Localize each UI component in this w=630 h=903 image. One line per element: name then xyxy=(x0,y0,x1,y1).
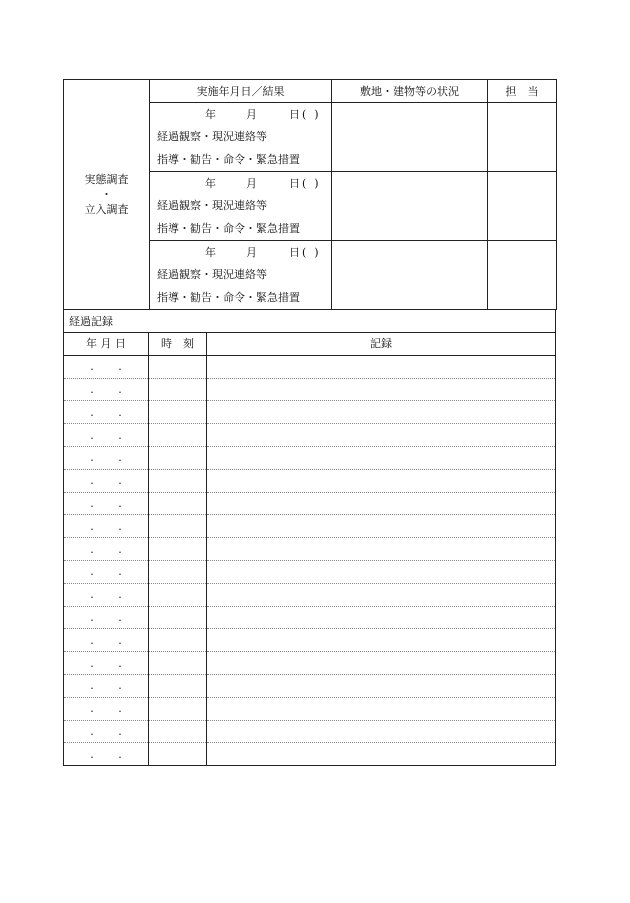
log-row xyxy=(64,606,556,629)
log-date-separator: . xyxy=(118,610,122,624)
log-date-separator: . xyxy=(90,496,94,510)
day-label: 日 xyxy=(289,107,300,121)
log-date-separator: . xyxy=(118,519,122,533)
log-date-separator: . xyxy=(90,451,94,465)
log-record-cell[interactable] xyxy=(207,629,556,652)
log-date-cell[interactable] xyxy=(64,378,149,401)
log-time-cell[interactable] xyxy=(149,720,207,743)
log-time-cell[interactable] xyxy=(149,401,207,424)
header-date-result: 実施年月日／結果 xyxy=(150,80,332,103)
log-time-cell[interactable] xyxy=(149,355,207,378)
entry-guidance-line: 指導・勧告・命令・緊急措置 xyxy=(157,152,300,166)
weekday-paren-open: ( xyxy=(302,107,307,121)
log-date-cell[interactable] xyxy=(64,606,149,629)
log-time-cell[interactable] xyxy=(149,629,207,652)
log-time-cell[interactable] xyxy=(149,492,207,515)
year-label: 年 xyxy=(205,245,216,259)
log-date-cell[interactable] xyxy=(64,674,149,697)
log-date-separator: . xyxy=(118,679,122,693)
log-date-separator: . xyxy=(118,656,122,670)
log-date-cell[interactable] xyxy=(64,492,149,515)
entry-guidance-line: 指導・勧告・命令・緊急措置 xyxy=(157,221,300,235)
month-label: 月 xyxy=(246,176,257,190)
entry-date-result-cell[interactable] xyxy=(150,241,332,310)
log-record-cell[interactable] xyxy=(207,492,556,515)
log-date-separator: . xyxy=(118,405,122,419)
entry-person-cell[interactable] xyxy=(488,103,557,172)
weekday-paren-open: ( xyxy=(302,176,307,190)
log-date-cell[interactable] xyxy=(64,560,149,583)
log-record-cell[interactable] xyxy=(207,355,556,378)
side-label-line3: 立入調査 xyxy=(84,203,129,216)
log-date-cell[interactable] xyxy=(64,538,149,561)
log-date-cell[interactable] xyxy=(64,401,149,424)
log-record-cell[interactable] xyxy=(207,743,556,766)
progress-log-title: 経過記録 xyxy=(64,310,556,333)
entry-observation-line: 経過観察・現況連絡等 xyxy=(157,130,267,144)
log-row xyxy=(64,697,556,720)
log-date-separator: . xyxy=(90,382,94,396)
log-date-separator: . xyxy=(90,747,94,761)
log-time-cell[interactable] xyxy=(149,538,207,561)
log-date-separator: . xyxy=(90,405,94,419)
log-date-separator: . xyxy=(118,702,122,716)
entry-date-result-cell[interactable] xyxy=(150,172,332,241)
log-time-cell[interactable] xyxy=(149,469,207,492)
log-date-separator: . xyxy=(90,633,94,647)
log-date-separator: . xyxy=(118,633,122,647)
log-date-cell[interactable] xyxy=(64,424,149,447)
log-row xyxy=(64,378,556,401)
log-row xyxy=(64,355,556,378)
entry-site-status-cell[interactable] xyxy=(332,103,488,172)
log-date-separator: . xyxy=(90,656,94,670)
log-record-cell[interactable] xyxy=(207,674,556,697)
log-row xyxy=(64,743,556,766)
log-record-cell[interactable] xyxy=(207,583,556,606)
log-row xyxy=(64,629,556,652)
weekday-paren-open: ( xyxy=(302,245,307,259)
log-date-cell[interactable] xyxy=(64,743,149,766)
log-row xyxy=(64,469,556,492)
log-time-cell[interactable] xyxy=(149,560,207,583)
log-date-separator: . xyxy=(118,474,122,488)
log-row xyxy=(64,538,556,561)
log-record-cell[interactable] xyxy=(207,378,556,401)
log-date-cell[interactable] xyxy=(64,720,149,743)
progress-log-title-table xyxy=(63,310,556,333)
log-date-separator: . xyxy=(90,724,94,738)
log-row xyxy=(64,515,556,538)
log-record-cell[interactable] xyxy=(207,424,556,447)
log-date-cell[interactable] xyxy=(64,583,149,606)
entry-date-result-cell[interactable] xyxy=(150,103,332,172)
log-row xyxy=(64,720,556,743)
month-label: 月 xyxy=(246,245,257,259)
log-date-separator: . xyxy=(90,565,94,579)
year-label: 年 xyxy=(205,107,216,121)
log-row xyxy=(64,583,556,606)
log-row xyxy=(64,492,556,515)
log-date-separator: . xyxy=(90,610,94,624)
entry-observation-line: 経過観察・現況連絡等 xyxy=(157,199,267,213)
weekday-paren-close: ) xyxy=(314,176,319,190)
log-header-date: 年 月 日 xyxy=(64,333,149,355)
entry-guidance-line: 指導・勧告・命令・緊急措置 xyxy=(157,290,300,304)
entry-date-line xyxy=(150,241,331,264)
log-row xyxy=(64,560,556,583)
progress-log-body xyxy=(64,355,556,765)
log-date-cell[interactable] xyxy=(64,697,149,720)
day-label: 日 xyxy=(289,176,300,190)
log-record-cell[interactable] xyxy=(207,538,556,561)
log-date-separator: . xyxy=(90,474,94,488)
log-header-time: 時 刻 xyxy=(149,333,207,355)
log-record-cell[interactable] xyxy=(207,697,556,720)
log-date-cell[interactable] xyxy=(64,355,149,378)
log-date-cell[interactable] xyxy=(64,446,149,469)
header-site-status: 敷地・建物等の状況 xyxy=(332,80,488,103)
entry-date-line xyxy=(150,172,331,195)
log-date-separator: . xyxy=(118,360,122,374)
log-row xyxy=(64,674,556,697)
log-date-cell[interactable] xyxy=(64,515,149,538)
survey-table xyxy=(63,79,557,310)
progress-log-table xyxy=(63,333,556,766)
side-label-line2: ・ xyxy=(101,188,112,201)
log-record-cell[interactable] xyxy=(207,560,556,583)
log-record-cell[interactable] xyxy=(207,469,556,492)
log-time-cell[interactable] xyxy=(149,674,207,697)
log-time-cell[interactable] xyxy=(149,424,207,447)
log-date-separator: . xyxy=(118,382,122,396)
log-date-separator: . xyxy=(90,360,94,374)
entry-site-status-cell[interactable] xyxy=(332,172,488,241)
log-row xyxy=(64,446,556,469)
log-date-separator: . xyxy=(118,496,122,510)
log-date-separator: . xyxy=(118,428,122,442)
log-date-separator: . xyxy=(118,542,122,556)
log-time-cell[interactable] xyxy=(149,652,207,675)
side-label-line1: 実態調査 xyxy=(84,173,129,186)
log-date-separator: . xyxy=(118,451,122,465)
log-row xyxy=(64,652,556,675)
log-record-cell[interactable] xyxy=(207,515,556,538)
weekday-paren-close: ) xyxy=(314,107,319,121)
year-label: 年 xyxy=(205,176,216,190)
log-row xyxy=(64,401,556,424)
log-date-separator: . xyxy=(118,724,122,738)
weekday-paren-close: ) xyxy=(314,245,319,259)
log-time-cell[interactable] xyxy=(149,515,207,538)
entry-person-cell[interactable] xyxy=(488,241,557,310)
log-time-cell[interactable] xyxy=(149,743,207,766)
log-date-cell[interactable] xyxy=(64,469,149,492)
log-row xyxy=(64,424,556,447)
log-date-separator: . xyxy=(118,588,122,602)
survey-side-label-cell xyxy=(64,80,150,310)
log-date-cell[interactable] xyxy=(64,629,149,652)
day-label: 日 xyxy=(289,245,300,259)
log-record-cell[interactable] xyxy=(207,446,556,469)
log-time-cell[interactable] xyxy=(149,697,207,720)
log-date-separator: . xyxy=(90,588,94,602)
month-label: 月 xyxy=(246,107,257,121)
header-person-in-charge: 担 当 xyxy=(488,80,557,103)
log-date-separator: . xyxy=(90,679,94,693)
entry-person-cell[interactable] xyxy=(488,172,557,241)
log-date-separator: . xyxy=(90,702,94,716)
log-time-cell[interactable] xyxy=(149,583,207,606)
log-date-separator: . xyxy=(118,565,122,579)
form-frame xyxy=(63,79,556,766)
log-time-cell[interactable] xyxy=(149,446,207,469)
progress-log-header-row xyxy=(64,333,556,355)
log-date-separator: . xyxy=(118,747,122,761)
entry-site-status-cell[interactable] xyxy=(332,241,488,310)
log-date-separator: . xyxy=(90,519,94,533)
log-record-cell[interactable] xyxy=(207,720,556,743)
log-header-record: 記録 xyxy=(207,333,556,355)
survey-header-row xyxy=(64,80,557,103)
log-date-cell[interactable] xyxy=(64,652,149,675)
log-time-cell[interactable] xyxy=(149,378,207,401)
log-record-cell[interactable] xyxy=(207,652,556,675)
log-date-separator: . xyxy=(90,428,94,442)
log-record-cell[interactable] xyxy=(207,606,556,629)
log-time-cell[interactable] xyxy=(149,606,207,629)
entry-observation-line: 経過観察・現況連絡等 xyxy=(157,268,267,282)
entry-date-line xyxy=(150,103,331,126)
log-date-separator: . xyxy=(90,542,94,556)
log-record-cell[interactable] xyxy=(207,401,556,424)
